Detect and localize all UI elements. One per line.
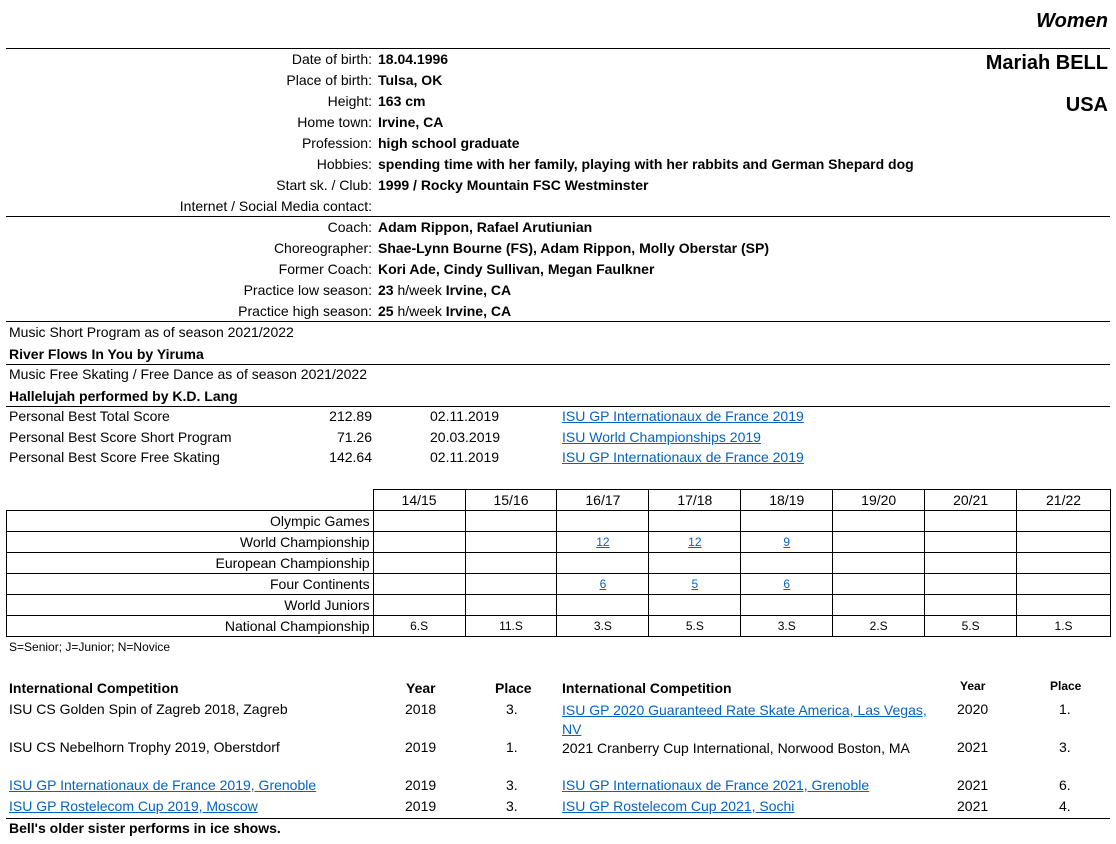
result-value: 11.S [499,619,523,633]
result-value: 5.S [961,619,980,633]
place-header-left: Place [495,680,532,696]
bio-label: Profession: [301,135,372,151]
result-value[interactable]: 6 [783,577,791,591]
footnote: Bell's older sister performs in ice shows. [9,820,281,836]
result-cell [373,574,465,595]
bio-value: 18.04.1996 [378,51,449,67]
result-cell [925,553,1017,574]
championship-name: World Championship [7,532,374,553]
competition-name: ISU CS Golden Spin of Zagreb 2018, Zagreb [9,701,288,717]
result-cell [465,553,557,574]
competition-place: 3. [506,798,518,814]
result-cell [833,511,925,532]
practice-label: Practice low season: [243,282,372,298]
result-cell [557,532,649,553]
result-cell [649,511,741,532]
result-cell [465,595,557,616]
competition-year: 2021 [957,739,989,755]
level-legend: S=Senior; J=Junior; N=Novice [9,640,171,654]
practice-hours: 23 [378,282,394,298]
result-cell [925,532,1017,553]
bio-label: Date of birth: [291,51,372,67]
practice-value [378,303,511,319]
result-cell [741,553,833,574]
competition-year: 2021 [957,798,989,814]
championship-name: Four Continents [7,574,374,595]
championship-row [7,595,1111,616]
season-header: 20/21 [925,490,1017,511]
pb-score: 71.26 [336,428,372,445]
result-cell [925,574,1017,595]
practice-label: Practice high season: [238,303,372,319]
practice-place: Irvine, CA [445,303,512,319]
divider [6,364,1110,365]
pb-event-link[interactable]: ISU GP Internationaux de France 2019 [562,408,804,424]
season-header: 14/15 [373,490,465,511]
result-cell [557,511,649,532]
fs-music-label: Music Free Skating / Free Dance as of season 2021/2022 [9,366,367,382]
result-value[interactable]: 12 [596,535,610,549]
result-cell [925,511,1017,532]
pb-date: 02.11.2019 [430,408,500,424]
result-cell [741,532,833,553]
divider [6,216,1110,217]
result-cell [1017,616,1111,637]
competition-place: 3. [506,777,518,793]
championship-name: World Juniors [7,595,374,616]
season-header: 16/17 [557,490,649,511]
competition-year: 2019 [405,798,437,814]
bio-label: Place of birth: [286,72,372,88]
championship-name: Olympic Games [7,511,374,532]
result-cell [833,616,925,637]
competition-header-right: International Competition [562,680,732,696]
result-cell [649,574,741,595]
pb-label: Personal Best Total Score [9,408,170,424]
place-header-right: Place [1050,679,1082,693]
year-header-left: Year [406,680,436,696]
result-value[interactable]: 5 [691,577,699,591]
practice-place: Irvine, CA [445,282,512,298]
pb-date: 02.11.2019 [430,449,500,465]
result-cell [649,532,741,553]
result-cell [465,616,557,637]
bio-value: 163 cm [378,93,426,109]
divider [6,48,1110,49]
result-cell [373,595,465,616]
result-cell [1017,574,1111,595]
result-value: 3.S [777,619,796,633]
result-cell [1017,532,1111,553]
championship-name: National Championship [7,616,374,637]
result-value[interactable]: 12 [688,535,702,549]
championship-row [7,553,1111,574]
bio-value: Tulsa, OK [378,72,443,88]
result-cell [649,616,741,637]
result-cell [373,532,465,553]
result-cell [1017,595,1111,616]
coaching-value: Adam Rippon, Rafael Arutiunian [378,219,593,235]
pb-label: Personal Best Score Free Skating [9,449,220,465]
competition-year: 2018 [405,701,437,717]
result-value[interactable]: 9 [783,535,791,549]
competition-name[interactable]: ISU GP Internationaux de France 2019, Grenoble [9,777,317,793]
result-cell [741,595,833,616]
coaching-label: Coach: [327,219,372,235]
result-value: 5.S [685,619,704,633]
grid-corner [7,490,374,511]
sp-music-label: Music Short Program as of season 2021/2022 [9,324,294,340]
result-cell [557,574,649,595]
result-cell [373,616,465,637]
sp-music-title: River Flows In You by Yiruma [9,346,204,362]
competition-place: 4. [1059,798,1071,814]
practice-value [378,282,511,298]
competition-name: ISU CS Nebelhorn Trophy 2019, Oberstdorf [9,739,280,755]
result-cell [373,553,465,574]
result-cell [833,574,925,595]
result-cell [557,595,649,616]
championship-table [6,489,1111,637]
result-cell [741,511,833,532]
championship-name: European Championship [7,553,374,574]
competition-year: 2019 [405,777,437,793]
bio-value: Irvine, CA [378,114,444,130]
competition-year: 2021 [957,777,989,793]
season-header: 17/18 [649,490,741,511]
result-value: 1.S [1054,619,1073,633]
championship-row [7,616,1111,637]
pb-event-link[interactable]: ISU World Championships 2019 [562,428,761,445]
season-header: 18/19 [741,490,833,511]
year-header-right: Year [960,679,986,693]
competition-name[interactable]: ISU GP 2020 Guaranteed Rate Skate America, Las Vegas, NV [562,702,927,737]
result-cell [557,616,649,637]
coaching-value: Kori Ade, Cindy Sullivan, Megan Faulkner [378,261,655,277]
bio-label: Height: [327,93,372,109]
result-cell [925,595,1017,616]
bio-label: Hobbies: [316,156,372,172]
bio-label: Start sk. / Club: [276,177,372,193]
practice-unit: h/week [397,303,442,319]
result-cell [741,616,833,637]
competition-year: 2019 [405,739,437,755]
coaching-value: Shae-Lynn Bourne (FS), Adam Rippon, Molly Oberstar (SP) [378,240,769,256]
competition-name: 2021 Cranberry Cup International, Norwood Boston, MA [562,740,910,756]
competition-year: 2020 [957,701,989,717]
competition-name[interactable]: ISU GP Internationaux de France 2021, Grenoble [562,777,870,793]
pb-event-link[interactable]: ISU GP Internationaux de France 2019 [562,449,804,465]
competition-place: 6. [1059,777,1071,793]
practice-hours: 25 [378,303,394,319]
result-cell [741,574,833,595]
competition-place: 1. [1059,701,1071,717]
divider [6,818,1110,819]
bio-label: Internet / Social Media contact: [179,198,372,214]
category-title: Women [1036,10,1108,32]
competition-place: 3. [1059,739,1071,755]
competition-name[interactable]: ISU GP Rostelecom Cup 2021, Sochi [562,798,795,814]
athlete-country: USA [1065,94,1108,116]
competition-header-left: International Competition [9,680,179,696]
competition-place: 1. [506,739,518,755]
result-value[interactable]: 6 [599,577,607,591]
result-cell [465,511,557,532]
divider [6,321,1110,322]
athlete-name: Mariah BELL [985,52,1108,74]
pb-score: 212.89 [329,408,372,424]
coaching-label: Former Coach: [278,261,372,277]
result-cell [833,553,925,574]
result-cell [1017,553,1111,574]
result-cell [649,595,741,616]
bio-value: 1999 / Rocky Mountain FSC Westminster [378,177,649,193]
practice-unit: h/week [397,282,442,298]
season-header: 21/22 [1017,490,1111,511]
pb-score: 142.64 [329,449,372,465]
result-cell [925,616,1017,637]
season-header: 19/20 [833,490,925,511]
result-cell [833,532,925,553]
result-cell [1017,511,1111,532]
result-value: 3.S [593,619,612,633]
pb-date: 20.03.2019 [430,428,501,445]
championship-row [7,532,1111,553]
bio-label: Home town: [297,114,372,130]
fs-music-title: Hallelujah performed by K.D. Lang [9,388,238,404]
result-value: 6.S [410,619,429,633]
pb-label: Personal Best Score Short Program [9,428,232,445]
bio-value: high school graduate [378,135,520,151]
result-cell [833,595,925,616]
competition-name[interactable]: ISU GP Rostelecom Cup 2019, Moscow [9,798,258,814]
competition-place: 3. [506,701,518,717]
result-cell [557,553,649,574]
championship-row [7,511,1111,532]
bio-value: spending time with her family, playing with her rabbits and German Shepard dog [378,156,914,172]
season-header: 15/16 [465,490,557,511]
divider [6,406,1110,407]
championship-row [7,574,1111,595]
result-cell [465,532,557,553]
result-value: 2.S [869,619,888,633]
result-cell [649,553,741,574]
result-cell [373,511,465,532]
coaching-label: Choreographer: [273,240,372,256]
result-cell [465,574,557,595]
